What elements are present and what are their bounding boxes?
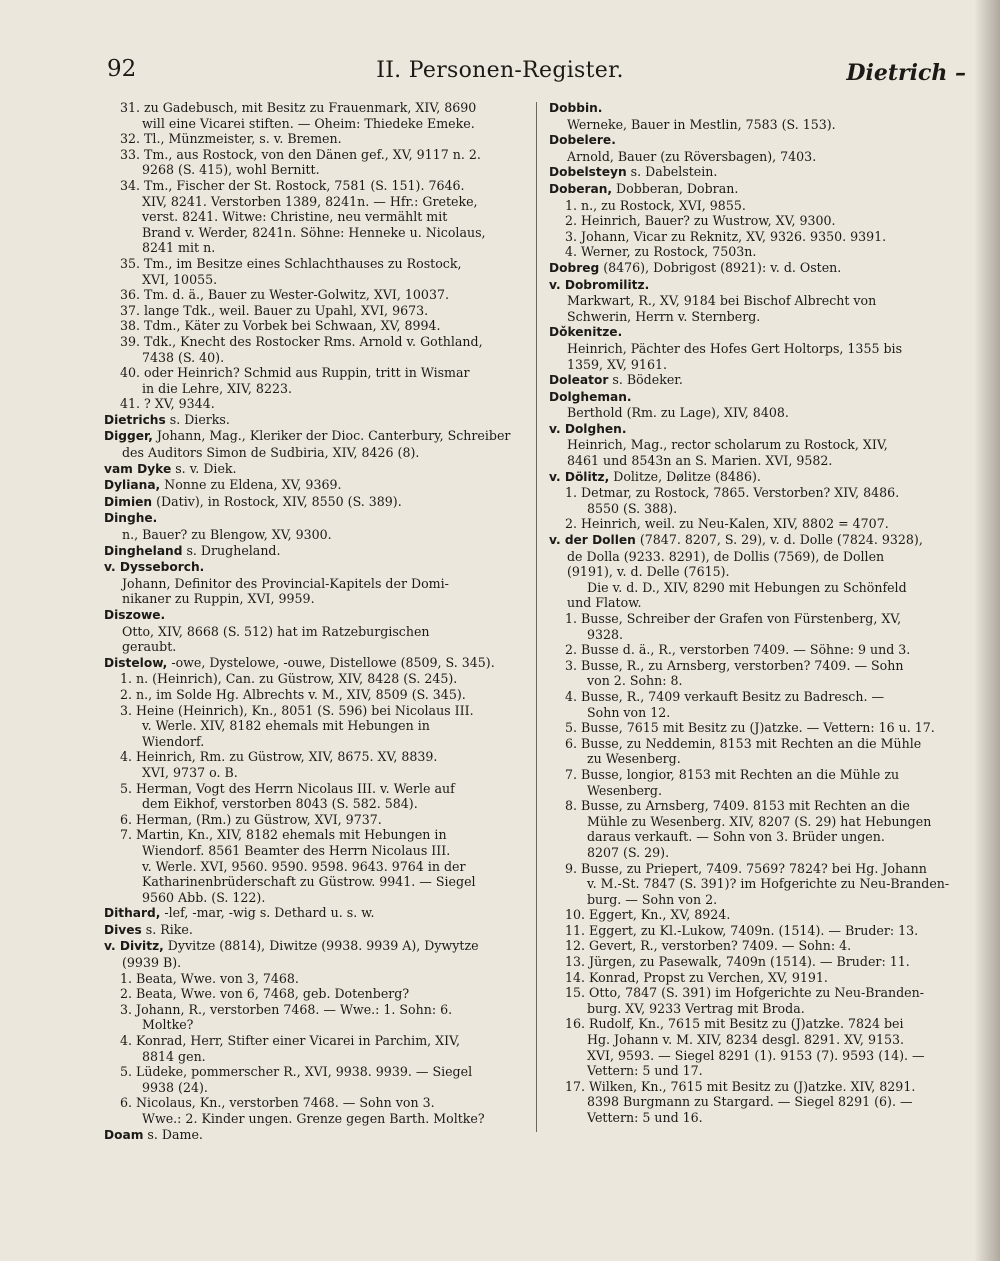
entry-text: 1. Detmar, zu Rostock, 7865. Verstorben? XIV, 8486. [565, 485, 900, 501]
register-line [549, 501, 969, 517]
entry-headword: v. der Dollen [549, 533, 636, 548]
register-line [104, 955, 524, 971]
register-line [549, 469, 969, 486]
entry-text: 7. Busse, longior, 8153 mit Rechten an die Mühle zu [565, 766, 900, 782]
entry-text: 1. Busse, Schreiber der Grafen von Fürstenberg, XV, [565, 611, 902, 626]
register-line [549, 100, 969, 117]
entry-text: 8. Busse, zu Arnsberg, 7409. 8153 mit Rechten an die [565, 798, 910, 814]
entry-text: Heinrich, Pächter des Hofes Gert Holtorps, 1355 bis [567, 340, 903, 356]
entry-text: Vettern: 5 und 17. [587, 1063, 703, 1079]
register-line [104, 671, 524, 687]
entry-text: 14. Konrad, Propst zu Verchen, XV, 9191. [565, 969, 828, 985]
entry-headword: Doberan, [549, 181, 613, 196]
entry-text: 8207 (S. 29). [587, 844, 670, 860]
entry-text: XVI, 9737 o. B. [142, 764, 238, 780]
register-line [104, 971, 524, 987]
entry-text: s. Drugheland. [182, 542, 281, 558]
page-number: 92 [107, 56, 137, 82]
entry-headword: Diszowe. [104, 608, 166, 622]
entry-text: 34. Tm., Fischer der St. Rostock, 7581 (S. 151). 7646. [120, 177, 465, 193]
register-line [104, 194, 524, 210]
register-line [104, 445, 524, 461]
entry-headword: vam Dyke [104, 461, 172, 476]
register-line [549, 767, 969, 783]
register-line [104, 365, 524, 381]
register-line [104, 986, 524, 1002]
entry-text: 4. Werner, zu Rostock, 7503n. [565, 244, 757, 260]
register-line [549, 485, 969, 501]
register-line [549, 1094, 969, 1110]
entry-text: geraubt. [122, 639, 177, 655]
register-line [104, 718, 524, 734]
register-line [549, 1110, 969, 1126]
page-title: II. Personen-Register. [376, 58, 624, 83]
entry-text: 3. Johann, Vicar zu Reknitz, XV, 9326. 9350. 9391. [565, 228, 887, 244]
entry-text: s. v. Diek. [171, 460, 237, 476]
register-line [104, 607, 524, 624]
entry-text: 4. Heinrich, Rm. zu Güstrow, XIV, 8675. XV, 8839. [120, 749, 438, 765]
entry-text: Moltke? [142, 1017, 194, 1033]
entry-text: 3. Johann, R., verstorben 7468. — Wwe.: 1. Sohn: 6. [120, 1001, 453, 1017]
register-line [104, 922, 524, 939]
entry-text: 2. n., im Solde Hg. Albrechts v. M., XIV, 8509 (S. 345). [120, 686, 466, 702]
register-line [549, 453, 969, 469]
entry-text: -owe, Dystelowe, -ouwe, Distellowe (8509, S. 345). [167, 654, 495, 670]
register-line [104, 147, 524, 163]
right-column [549, 100, 969, 1126]
register-line [104, 1095, 524, 1111]
entry-text: burg. XV, 9233 Vertrag mit Broda. [587, 1000, 805, 1016]
register-line [549, 985, 969, 1001]
register-line [549, 372, 969, 389]
entry-text: v. Werle. XIV, 8182 ehemals mit Hebungen in [142, 718, 430, 734]
register-line [104, 843, 524, 859]
entry-text: Schwerin, Herrn v. Sternberg. [567, 308, 761, 324]
entry-text: Johann, Definitor des Provincial-Kapitels der Domi- [122, 575, 449, 591]
register-line [549, 341, 969, 357]
entry-headword: v. Divitz, [104, 939, 164, 954]
register-line [549, 213, 969, 229]
register-line [104, 796, 524, 812]
entry-text: burg. — Sohn von 2. [587, 891, 718, 907]
register-line [104, 527, 524, 543]
entry-text: 5. Busse, 7615 mit Besitz zu (J)atzke. — Vettern: 16 u. 17. [565, 720, 935, 736]
register-line [104, 178, 524, 194]
entry-text: Wwe.: 2. Kinder ungen. Grenze gegen Barth. Moltke? [142, 1111, 485, 1126]
entry-text: v. Werle. XVI, 9560. 9590. 9598. 9643. 9764 in der [142, 858, 466, 874]
register-line [104, 765, 524, 781]
register-line [549, 595, 969, 611]
entry-text: will eine Vicarei stiften. — Oheim: Thiedeke Emeke. [142, 115, 475, 131]
entry-text: 8241 mit n. [142, 240, 216, 256]
entry-text: Otto, XIV, 8668 (S. 512) hat im Ratzeburgischen [122, 623, 430, 639]
entry-text: 9938 (24). [142, 1079, 208, 1095]
entry-headword: v. Dobromilitz. [549, 277, 650, 292]
register-line [104, 905, 524, 922]
register-line [549, 229, 969, 245]
register-line [549, 736, 969, 752]
register-line [549, 658, 969, 674]
register-line [549, 642, 969, 658]
register-line [104, 428, 524, 445]
register-line [104, 412, 524, 429]
register-line [549, 814, 969, 830]
entry-text: 3. Busse, R., zu Arnsberg, verstorben? 7409. — Sohn [565, 657, 904, 673]
register-line [549, 244, 969, 260]
register-line [104, 781, 524, 797]
entry-text: 12. Gevert, R., verstorben? 7409. — Sohn: 4. [565, 938, 852, 954]
entry-text: Sohn von 12. [587, 704, 671, 720]
entry-text: 5. Lüdeke, pommerscher R., XVI, 9938. 9939. — Siegel [120, 1064, 473, 1080]
register-line [104, 162, 524, 178]
entry-text: s. Rike. [141, 921, 193, 937]
entry-text: s. Bödeker. [608, 372, 683, 388]
register-line [104, 1002, 524, 1018]
register-line [549, 421, 969, 438]
entry-text: 36. Tm. d. ä., Bauer zu Wester-Golwitz, XVI, 10037. [120, 287, 449, 303]
register-line [104, 1033, 524, 1049]
register-line [104, 240, 524, 256]
register-line [549, 532, 969, 549]
entry-headword: Dolgheman. [549, 389, 632, 404]
entry-text: Dyvitze (8814), Diwitze (9938. 9939 A), Dywytze [163, 938, 479, 954]
entry-text: Wesenberg. [587, 782, 662, 798]
entry-text: 38. Tdm., Käter zu Vorbek bei Schwaan, XV, 8994. [120, 318, 441, 334]
entry-text: 1. n., zu Rostock, XVI, 9855. [565, 197, 746, 213]
entry-headword: Dingheland [104, 543, 183, 558]
register-line [104, 639, 524, 655]
entry-text: XVI, 10055. [142, 271, 218, 287]
register-line [104, 1127, 524, 1144]
entry-text: Johann, Mag., Kleriker der Dioc. Canterbury, Schreiber [152, 428, 511, 444]
register-line [104, 1111, 524, 1127]
entry-text: 35. Tm., im Besitze eines Schlachthauses zu Rostock, [120, 255, 462, 271]
entry-headword: Dietrichs [104, 412, 166, 427]
entry-headword: Dyliana, [104, 478, 161, 493]
entry-text: 41. ? XV, 9344. [120, 396, 215, 412]
entry-text: Brand v. Werder, 8241n. Söhne: Henneke u. Nicolaus, [142, 224, 486, 240]
register-line [104, 749, 524, 765]
entry-headword: v. Dysseborch. [104, 560, 205, 575]
column-divider [536, 102, 537, 1132]
entry-text: 9328. [587, 626, 624, 642]
entry-headword: Dobreg [549, 260, 600, 275]
entry-text: Die v. d. D., XIV, 8290 mit Hebungen zu Schönfeld [587, 579, 907, 595]
register-line [549, 324, 969, 341]
register-line [549, 1032, 969, 1048]
entry-text: daraus verkauft. — Sohn von 3. Brüder ungen. [587, 829, 885, 845]
entry-text: n., Bauer? zu Blengow, XV, 9300. [122, 527, 332, 543]
entry-text: 11. Eggert, zu Kl.-Lukow, 7409n. (1514). — Bruder: 13. [565, 922, 919, 938]
entry-text: 6. Herman, (Rm.) zu Güstrow, XVI, 9737. [120, 811, 382, 827]
register-line [549, 549, 969, 565]
register-line [549, 405, 969, 421]
entry-text: Berthold (Rm. zu Lage), XIV, 8408. [567, 405, 789, 421]
register-line [549, 798, 969, 814]
register-line [104, 938, 524, 955]
register-line [104, 591, 524, 607]
entry-text: 5. Herman, Vogt des Herrn Nicolaus III. v. Werle auf [120, 780, 455, 796]
entry-text: 6. Busse, zu Neddemin, 8153 mit Rechten an die Mühle [565, 735, 922, 751]
register-line [549, 783, 969, 799]
entry-text: von 2. Sohn: 8. [587, 673, 683, 689]
register-line [104, 256, 524, 272]
page-edge-shadow [974, 0, 1000, 1261]
entry-text: in die Lehre, XIV, 8223. [142, 380, 292, 396]
register-line [549, 1048, 969, 1064]
entry-text: 9268 (S. 415), wohl Bernitt. [142, 162, 320, 178]
entry-text: 6. Nicolaus, Kn., verstorben 7468. — Sohn von 3. [120, 1095, 435, 1111]
entry-text: s. Dierks. [165, 411, 230, 427]
entry-text: 3. Heine (Heinrich), Kn., 8051 (S. 596) bei Nicolaus III. [120, 702, 474, 718]
entry-text: Heinrich, Mag., rector scholarum zu Rostock, XIV, [567, 437, 888, 453]
entry-text: 8550 (S. 388). [587, 500, 678, 516]
entry-text: Markwart, R., XV, 9184 bei Bischof Albrecht von [567, 293, 877, 309]
entry-text: (Dativ), in Rostock, XIV, 8550 (S. 389). [152, 493, 402, 509]
entry-text: Wiendorf. 8561 Beamter des Herrn Nicolaus III. [142, 842, 451, 858]
register-line [549, 260, 969, 277]
entry-headword: Doleator [549, 373, 609, 388]
register-line [549, 876, 969, 892]
entry-text: 1359, XV, 9161. [567, 356, 667, 372]
register-line [549, 277, 969, 294]
entry-text: 15. Otto, 7847 (S. 391) im Hofgerichte zu Neu-Branden- [565, 985, 924, 1001]
register-line [549, 611, 969, 627]
entry-text: (9191), v. d. Delle (7615). [567, 564, 730, 580]
entry-text: dem Eikhof, verstorben 8043 (S. 582. 584). [142, 796, 418, 812]
entry-headword: Distelow, [104, 655, 168, 670]
entry-text: 39. Tdk., Knecht des Rostocker Rms. Arnold v. Gothland, [120, 333, 483, 349]
register-line [549, 627, 969, 643]
entry-text: 9. Busse, zu Priepert, 7409. 7569? 7824? bei Hg. Johann [565, 860, 927, 876]
register-line [104, 734, 524, 750]
running-head: Dietrich – [846, 60, 966, 86]
register-line [549, 689, 969, 705]
entry-text: 9560 Abb. (S. 122). [142, 889, 266, 905]
register-line [104, 655, 524, 672]
entry-text: 8814 gen. [142, 1048, 206, 1064]
register-line [549, 564, 969, 580]
entry-text: 10. Eggert, Kn., XV, 8924. [565, 907, 731, 923]
entry-text: Wiendorf. [142, 733, 205, 749]
register-line [104, 510, 524, 527]
entry-text: 2. Heinrich, Bauer? zu Wustrow, XV, 9300. [565, 213, 836, 229]
register-line [104, 287, 524, 303]
register-line [104, 396, 524, 412]
register-line [549, 117, 969, 133]
entry-headword: v. Dolghen. [549, 421, 627, 436]
register-line [549, 673, 969, 689]
entry-text: 8461 und 8543n an S. Marien. XVI, 9582. [567, 453, 833, 469]
register-line [549, 923, 969, 939]
entry-text: Hg. Johann v. M. XIV, 8234 desgl. 8291. XV, 9153. [587, 1032, 904, 1048]
register-line [549, 164, 969, 181]
register-line [549, 970, 969, 986]
entry-text: nikaner zu Ruppin, XVI, 9959. [122, 591, 315, 607]
entry-text: 2. Beata, Wwe. von 6, 7468, geb. Dotenberg? [120, 986, 410, 1002]
register-line [549, 580, 969, 596]
entry-text: 1. n. (Heinrich), Can. zu Güstrow, XIV, 8428 (S. 245). [120, 671, 458, 687]
register-line [549, 389, 969, 406]
entry-headword: v. Dölitz, [549, 469, 610, 484]
entry-text: (8476), Dobrigost (8921): v. d. Osten. [599, 259, 842, 275]
entry-text: Nonne zu Eldena, XV, 9369. [160, 477, 342, 493]
entry-text: Werneke, Bauer in Mestlin, 7583 (S. 153). [567, 116, 836, 132]
register-line [549, 705, 969, 721]
entry-text: 16. Rudolf, Kn., 7615 mit Besitz zu (J)atzke. 7824 bei [565, 1016, 904, 1032]
register-line [549, 845, 969, 861]
register-line [104, 100, 524, 116]
entry-text: XVI, 9593. — Siegel 8291 (1). 9153 (7). 9593 (14). — [587, 1047, 925, 1063]
register-line [104, 1064, 524, 1080]
register-line [549, 829, 969, 845]
entry-text: des Auditors Simon de Sudbiria, XIV, 8426 (8). [122, 445, 420, 461]
entry-text: 2. Heinrich, weil. zu Neu-Kalen, XIV, 8802 = 4707. [565, 516, 889, 532]
entry-text: 13. Jürgen, zu Pasewalk, 7409n (1514). — Bruder: 11. [565, 954, 910, 970]
register-line [549, 181, 969, 198]
register-line [549, 751, 969, 767]
register-line [104, 272, 524, 288]
register-line [549, 149, 969, 165]
register-line [104, 477, 524, 494]
entry-text: v. M.-St. 7847 (S. 391)? im Hofgerichte zu Neu-Branden- [587, 876, 950, 892]
entry-text: 31. zu Gadebusch, mit Besitz zu Frauenmark, XIV, 8690 [120, 100, 477, 115]
register-line [549, 1063, 969, 1079]
entry-text: Katharinenbrüderschaft zu Güstrow. 9941. — Siegel [142, 874, 476, 890]
entry-text: Arnold, Bauer (zu Röversbagen), 7403. [567, 148, 817, 164]
entry-text: Dobberan, Dobran. [612, 180, 739, 196]
register-line [549, 861, 969, 877]
entry-text: 2. Busse d. ä., R., verstorben 7409. — Söhne: 9 und 3. [565, 642, 911, 658]
register-line [549, 907, 969, 923]
entry-text: 32. Tl., Münzmeister, s. v. Bremen. [120, 131, 342, 147]
register-line [104, 890, 524, 906]
register-line [104, 350, 524, 366]
register-line [549, 1079, 969, 1095]
entry-text: de Dolla (9233. 8291), de Dollis (7569), de Dollen [567, 548, 885, 564]
entry-text: (7847. 8207, S. 29), v. d. Dolle (7824. 9328), [635, 532, 923, 548]
register-line [549, 198, 969, 214]
entry-text: 40. oder Heinrich? Schmid aus Ruppin, tritt in Wismar [120, 365, 470, 381]
entry-text: 4. Konrad, Herr, Stifter einer Vicarei in Parchim, XIV, [120, 1033, 460, 1049]
entry-headword: Digger, [104, 429, 153, 444]
register-line [104, 687, 524, 703]
register-line [104, 576, 524, 592]
register-line [549, 516, 969, 532]
register-line [104, 559, 524, 576]
entry-headword: Dǒkenitze. [549, 325, 623, 340]
entry-text: Mühle zu Wesenberg. XIV, 8207 (S. 29) hat Hebungen [587, 813, 932, 829]
entry-text: 37. lange Tdk., weil. Bauer zu Upahl, XVI, 9673. [120, 302, 429, 318]
entry-text: (9939 B). [122, 955, 182, 971]
entry-text: s. Dame. [143, 1126, 203, 1142]
entry-text: XIV, 8241. Verstorben 1389, 8241n. — Hfr.: Greteke, [142, 193, 478, 209]
entry-text: 1. Beata, Wwe. von 3, 7468. [120, 970, 299, 986]
entry-text: -lef, -mar, -wig s. Dethard u. s. w. [160, 905, 375, 921]
entry-text: 33. Tm., aus Rostock, von den Dänen gef., XV, 9117 n. 2. [120, 146, 481, 162]
entry-text: Vettern: 5 und 16. [587, 1110, 703, 1125]
register-line [104, 225, 524, 241]
entry-text: zu Wesenberg. [587, 751, 681, 767]
register-line [104, 334, 524, 350]
register-line [549, 954, 969, 970]
entry-text: 17. Wilken, Kn., 7615 mit Besitz zu (J)atzke. XIV, 8291. [565, 1078, 916, 1094]
entry-text: 4. Busse, R., 7409 verkauft Besitz zu Badresch. — [565, 688, 885, 704]
entry-headword: Dithard, [104, 906, 161, 921]
register-line [104, 381, 524, 397]
left-column [104, 100, 524, 1143]
register-line [104, 1080, 524, 1096]
entry-text: 8398 Burgmann zu Stargard. — Siegel 8291 (6). — [587, 1094, 913, 1110]
register-line [549, 892, 969, 908]
register-line [549, 938, 969, 954]
entry-text: und Flatow. [567, 595, 642, 611]
entry-headword: Dinghe. [104, 511, 158, 526]
register-line [104, 812, 524, 828]
entry-text: 7438 (S. 40). [142, 349, 225, 365]
entry-text: verst. 8241. Witwe: Christine, neu vermählt mit [142, 209, 448, 225]
register-line [104, 827, 524, 843]
register-line [104, 209, 524, 225]
entry-headword: Dobelere. [549, 133, 616, 148]
entry-headword: Doam [104, 1127, 144, 1142]
entry-headword: Dimien [104, 494, 153, 509]
register-line [549, 357, 969, 373]
register-line [104, 874, 524, 890]
entry-headword: Dobbin. [549, 101, 603, 115]
register-line [104, 494, 524, 511]
page-header [0, 52, 1000, 88]
register-line [549, 720, 969, 736]
register-line [104, 703, 524, 719]
register-line [104, 1049, 524, 1065]
register-line [549, 437, 969, 453]
register-line [104, 543, 524, 560]
register-line [104, 303, 524, 319]
register-line [104, 131, 524, 147]
register-line [104, 624, 524, 640]
register-line [104, 461, 524, 478]
register-line [104, 116, 524, 132]
register-line [104, 859, 524, 875]
entry-text: Dolitze, Dølitze (8486). [609, 468, 761, 484]
register-line [549, 1001, 969, 1017]
entry-text: 7. Martin, Kn., XIV, 8182 ehemals mit Hebungen in [120, 827, 447, 843]
register-line [549, 132, 969, 149]
entry-headword: Dobelsteyn [549, 165, 627, 180]
entry-text: s. Dabelstein. [626, 164, 718, 180]
register-line [549, 309, 969, 325]
register-line [104, 1017, 524, 1033]
register-line [549, 293, 969, 309]
entry-headword: Dives [104, 922, 142, 937]
register-line [104, 318, 524, 334]
register-line [549, 1016, 969, 1032]
